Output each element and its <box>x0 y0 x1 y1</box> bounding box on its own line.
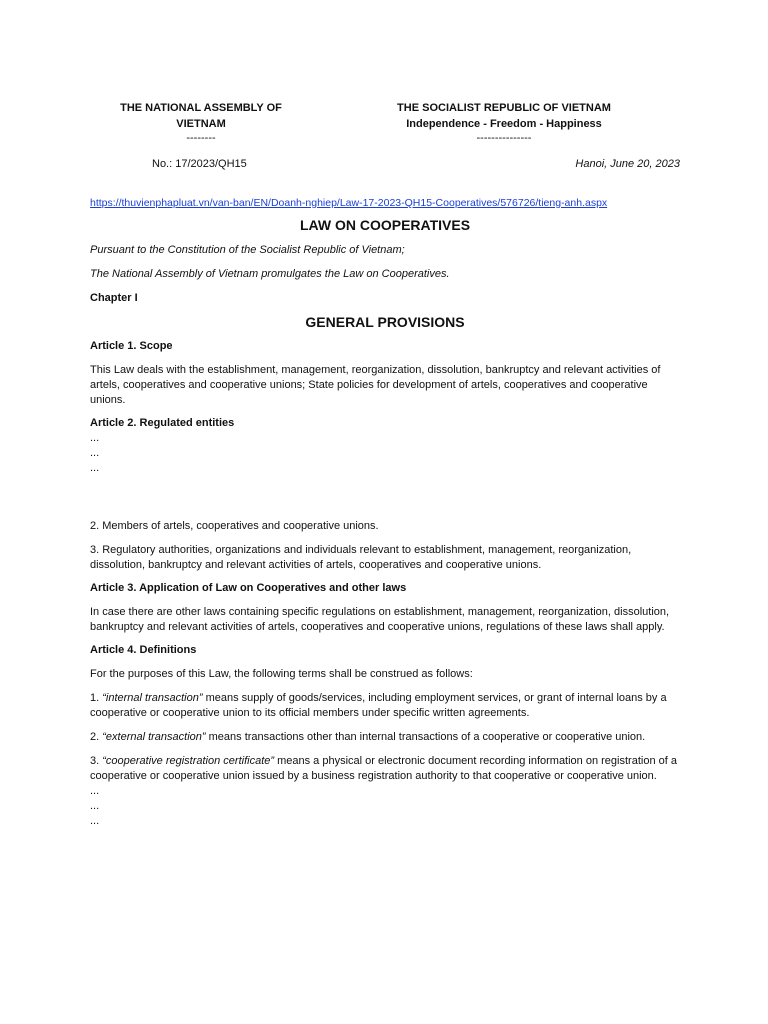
article-3-heading: Article 3. Application of Law on Cooperatives and other laws <box>90 582 407 594</box>
ellipsis-line: ... <box>90 800 100 812</box>
definition-number: 3. <box>90 755 103 767</box>
preamble-line-1: Pursuant to the Constitution of the Socialist Republic of Vietnam; <box>90 244 405 256</box>
national-title: THE SOCIALIST REPUBLIC OF VIETNAM <box>397 102 611 114</box>
definition-1 <box>90 691 680 721</box>
definition-term: “external transaction” <box>102 731 206 743</box>
number-date-line <box>90 157 680 172</box>
document-page <box>90 100 680 829</box>
definition-term: “internal transaction” <box>102 692 203 704</box>
issuer-line-2: VIETNAM <box>176 118 226 130</box>
source-link[interactable]: https://thuvienphapluat.vn/van-ban/EN/Doanh-nghiep/Law-17-2023-QH15-Cooperatives/576726/tieng-anh.aspx <box>90 197 608 209</box>
definition-text: means transactions other than internal transactions of a cooperative or cooperative union. <box>205 731 646 743</box>
chapter-title: GENERAL PROVISIONS <box>305 314 465 330</box>
ellipsis-line: ... <box>90 447 100 459</box>
issuer-block <box>90 100 312 145</box>
issuer-divider: -------- <box>186 132 216 144</box>
national-motto: Independence - Freedom - Happiness <box>406 118 602 130</box>
article-3-text: In case there are other laws containing specific regulations on establishment, management, reorganization, dissolution, bankruptcy and relevant activities of artels, cooperatives and cooperative unions, regulations of these laws shall apply. <box>90 606 670 633</box>
preamble-line-2: The National Assembly of Vietnam promulgates the Law on Cooperatives. <box>90 268 450 280</box>
definition-text: means supply of goods/services, including employment services, or grant of internal loans by a cooperative or cooperative union to its official members under specific written agreements. <box>90 692 667 719</box>
document-header <box>90 100 680 145</box>
article-4-intro: For the purposes of this Law, the following terms shall be construed as follows: <box>90 668 473 680</box>
definition-2 <box>90 730 680 745</box>
motto-divider: --------------- <box>476 132 532 144</box>
ellipsis-line: ... <box>90 815 100 827</box>
document-title: LAW ON COOPERATIVES <box>299 217 471 233</box>
national-title-block <box>354 100 654 145</box>
definition-term: “cooperative registration certificate” <box>102 755 275 767</box>
document-date: Hanoi, June 20, 2023 <box>575 158 680 170</box>
document-number: No.: 17/2023/QH15 <box>152 158 247 170</box>
ellipsis-line: ... <box>90 432 100 444</box>
article-2-item-2: 2. Members of artels, cooperatives and cooperative unions. <box>90 520 379 532</box>
definition-number: 2. <box>90 731 103 743</box>
article-1-heading: Article 1. Scope <box>90 340 173 352</box>
definition-3 <box>90 754 680 784</box>
definition-text: means a physical or electronic document recording information on registration of a cooperative or cooperative union issued by a business registration authority to that cooperative or cooperative union. <box>90 755 677 782</box>
article-4-heading: Article 4. Definitions <box>90 644 197 656</box>
definition-number: 1. <box>90 692 103 704</box>
article-2-heading: Article 2. Regulated entities <box>90 417 235 429</box>
ellipsis-line: ... <box>90 785 100 797</box>
chapter-label: Chapter I <box>90 292 138 304</box>
article-1-text: This Law deals with the establishment, management, reorganization, dissolution, bankruptcy and relevant activities of artels, cooperatives and cooperative unions; State policies for development of artels, cooperatives and cooperative unions. <box>90 364 661 406</box>
spacer <box>90 476 680 510</box>
ellipsis-line: ... <box>90 462 100 474</box>
issuer-line-1: THE NATIONAL ASSEMBLY OF <box>120 102 282 114</box>
article-2-item-3: 3. Regulatory authorities, organizations and individuals relevant to establishment, management, reorganization, dissolution, bankruptcy and relevant activities of artels, cooperatives and cooperative unions. <box>90 544 632 571</box>
